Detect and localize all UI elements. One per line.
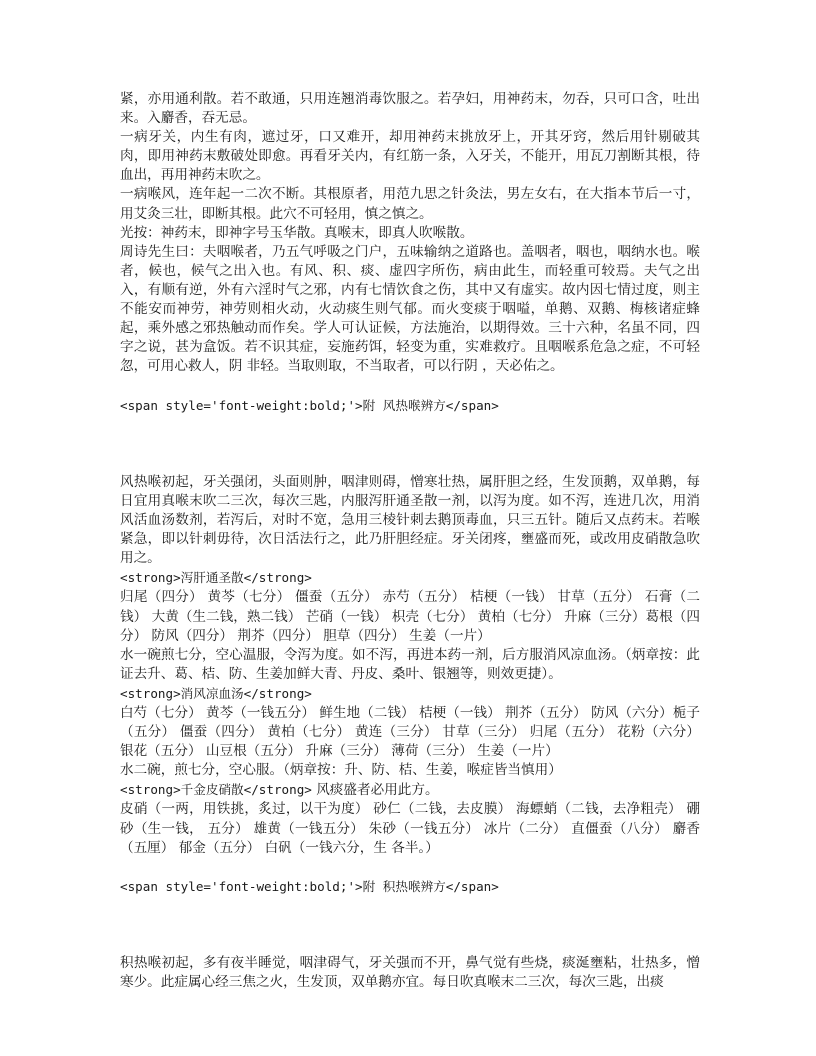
blank-line (120, 935, 700, 954)
formula-title-pixiao (120, 780, 700, 800)
formula-title-xiaofeng (120, 684, 700, 704)
paragraph-jire-intro: 积热喉初起，多有夜半睡觉，咽津碍气，牙关强而不开，鼻气觉有些烧，痰涎壅粘，壮热多，憎寒少。此症属心经三焦之火，生发顶，双单鹅亦宜。每日吹真喉末二三次，每次三匙，出痰 (120, 955, 700, 991)
paragraph-houfeng: 一病喉风，连年起一二次不断。其根原者，用范九思之针灸法，男左女右，在大指本节后一寸，用艾灸三壮，即断其根。此穴不可轻用，慎之慎之。 (120, 186, 700, 222)
blank-line (120, 454, 700, 473)
document-page (120, 90, 700, 992)
blank-line (120, 376, 700, 395)
formula-title-raw: <strong>消风凉血汤</strong> (120, 685, 312, 701)
blank-line (120, 897, 700, 916)
paragraph-yaguan: 一病牙关，内生有肉，遮过牙，口又难开，却用神药末挑放牙上，开其牙窍，然后用针剔破其肉，即用神药末敷破处即愈。再看牙关内，有红筋一条，入牙关，不能开，用瓦刀割断其根，待血出，再用神药末吹之。 (120, 129, 700, 184)
paragraph-tongli: 紧，亦用通利散。若不敢通，只用连翘消毒饮服之。若孕妇，用神药末，勿吞，只可口含，吐出来。入麝香，吞无忌。 (120, 91, 700, 127)
formula-usage-xiaofeng: 水二碗，煎七分，空心服。（炳章按：升、防、桔、生姜，喉症皆当慎用） (120, 762, 562, 779)
formula-title-raw: <strong>泻肝通圣散</strong> (120, 570, 312, 586)
paragraph-fengre-intro: 风热喉初起，牙关强闭，头面则肿，咽津则碍，憎寒壮热，属肝胆之经，生发顶鹅，双单鹅，每日宜用真喉末吹二三次，每次三匙，内服泻肝通圣散一剂，以泻为度。如不泻，连进几次，用消风活血汤数剂，若泻后，对时不宽，急用三棱针刺去鹅顶毒血，只三五针。随后又点药末。若喉紧急，即以针刺毋待，次日活法行之，此乃肝胆经症。牙关闭疼，壅盛而死，或改用皮硝散急吹用之。 (120, 473, 700, 567)
formula-herbs-xiegan: 归尾（四分） 黄芩（七分） 僵蚕（五分） 赤芍（五分） 桔梗（一钱） 甘草（五分） 石膏（二钱） 大黄（生二钱，熟二钱） 芒硝（一钱） 枳壳（七分） 黄柏（七分） 升麻（三分）葛根（四分） 防风（四分） 荆芥（四分） 胆草（四分） 生姜（一片） (120, 589, 700, 644)
blank-line (120, 858, 700, 877)
formula-note: 风痰盛者必用此方。 (311, 782, 439, 799)
paragraph-zhoushi-discussion: 周诗先生曰：夫咽喉者，乃五气呼吸之门户，五味输纳之道路也。盖咽者，咽也，咽纳水也。喉者，候也，候气之出入也。有风、积、痰、虚四字所伤，病由此生，而轻重可较焉。夫气之出入，有顺有逆，外有六淫时气之邪，内有七情饮食之伤，其中又有虚实。故内因七情过度，则主不能安而神劳，神劳则相火动，火动痰生则气郁。而火变痰于咽嗌，单鹅、双鹅、梅核诸症蜂起，乘外感之邪热触动而作矣。学人可认证候，方法施治，以期得效。三十六种，名虽不同，四字之说，甚为盒饭。若不识其症，妄施药饵，轻变为重，实难救疗。且咽喉系危急之症，不可轻忽，可用心救人，阴 非轻。当取则取，不当取者，可以行阴 ，天必佑之。 (120, 243, 700, 375)
paragraph-guangan-note: 光按：神药末，即神字号玉华散。真喉末，即真人吹喉散。 (120, 224, 474, 241)
heading-raw-markup: <span style='font-weight:bold;'>附 积热喉辨方</span> (120, 878, 499, 894)
formula-title-xiegan (120, 568, 700, 588)
formula-herbs-pixiao: 皮硝（一两，用铁挑，炙过，以干为度） 砂仁（二钱，去皮膜） 海螵蛸（二钱，去净粗壳） 硼砂（生一钱， 五分） 雄黄（一钱五分） 朱砂（一钱五分） 冰片（二分） 直僵蚕（八分） 麝香（五厘） 郁金（五分） 白矾（一钱六分，生 各半。） (120, 801, 700, 856)
formula-usage-xiegan: 水一碗煎七分，空心温服，令泻为度。如不泻，再进本药一剂，后方服消风凉血汤。（炳章按：此证去升、葛、桔、防、生姜加鲜大青、丹皮、桑叶、银翘等，则效更捷）。 (120, 646, 700, 682)
blank-line (120, 416, 700, 435)
formula-herbs-xiaofeng: 白芍（七分） 黄芩（一钱五分） 鲜生地（二钱） 桔梗（一钱） 荆芥（五分） 防风（六分）栀子（五分） 僵蚕（四分） 黄柏（七分） 黄连（三分） 甘草（三分） 归尾（五分） 花粉（六分）银花（五分） 山豆根（五分） 升麻（三分） 薄荷（三分） 生姜（一片） (120, 705, 700, 760)
section-heading-jire (120, 877, 700, 897)
formula-title-raw: <strong>千金皮硝散</strong> (120, 782, 312, 798)
blank-line (120, 435, 700, 454)
heading-raw-markup: <span style='font-weight:bold;'>附 风热喉辨方</span> (120, 397, 499, 413)
section-heading-fengre (120, 396, 700, 416)
blank-line (120, 916, 700, 935)
